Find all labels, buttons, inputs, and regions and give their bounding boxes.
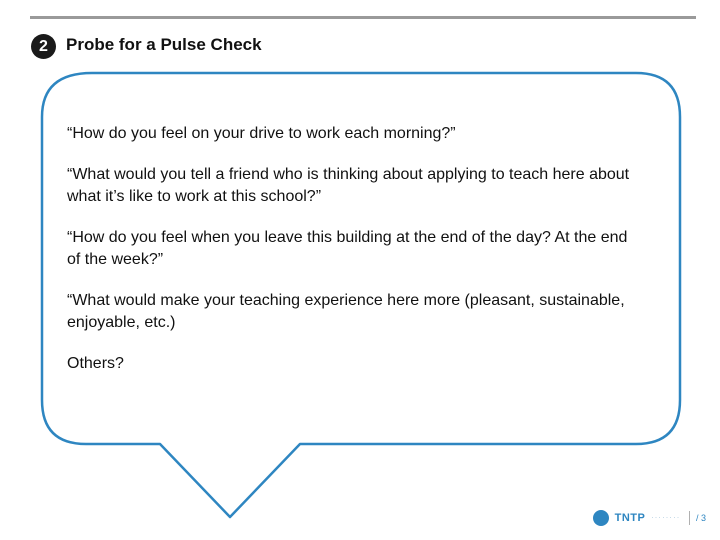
page-number: / 3 [695,513,706,523]
footer-divider [689,511,690,525]
logo-tagline-mark: · · · · · · · · [651,515,679,521]
footer [593,510,706,526]
logo-text: TNTP [614,512,646,524]
page-title: Probe for a Pulse Check [66,35,262,54]
question-list [67,123,637,394]
question-4: “What would make your teaching experience here more (pleasant, sustainable, enjoyable, etc.) [67,292,625,331]
question-others: Others? [67,355,124,372]
tntp-logo-icon [593,510,609,526]
question-2: “What would you tell a friend who is thinking about applying to teach here about what it’s like to work at this school?” [67,166,630,205]
question-1: “How do you feel on your drive to work each morning?” [67,125,456,142]
question-3: “How do you feel when you leave this building at the end of the day? At the end of the week?” [67,229,628,268]
step-number-badge: 2 [31,34,56,59]
